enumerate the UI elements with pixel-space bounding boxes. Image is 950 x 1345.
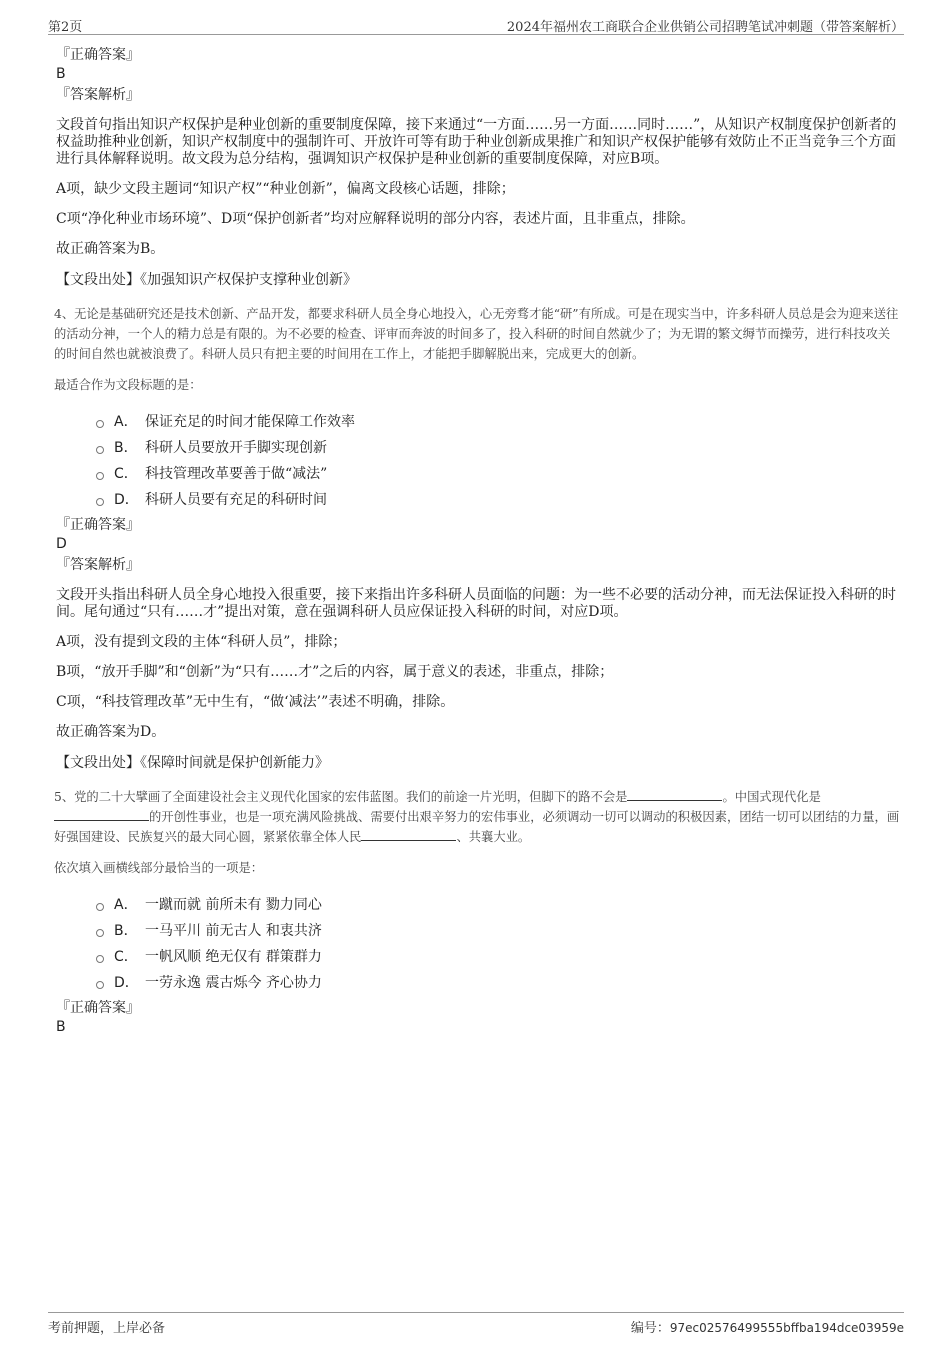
question-5-text: 5、党的二十大擘画了全面建设社会主义现代化国家的宏伟蓝图。我们的前途一片光明，但脚下的路不会是 。中国式现代化是的开创性事业，也是一项充满风险挑战、需要付出艰辛努力的宏伟事业，必须调动一切可以调动的积极因素，团结一切可以团结的力量，画好强国建设、民族复兴的最大同心圆，紧紧依靠全体人民 、共襄大业。 [54, 790, 900, 844]
fill-blank [361, 828, 456, 841]
document-title: 2024年福州农工商联合企业供销公司招聘笔试冲刺题（带答案解析） [506, 20, 904, 35]
option-c[interactable]: C． 一帆风顺 绝无仅有 群策群力 [96, 943, 900, 969]
question-4-options [96, 408, 900, 512]
answer-label: 『正确答案』 [56, 517, 140, 533]
answer-label: 『正确答案』 [56, 47, 140, 63]
radio-icon[interactable] [96, 498, 104, 506]
document-body [56, 46, 900, 1039]
explanation-option-a: A项，没有提到文段的主体“科研人员”，排除； [56, 634, 347, 650]
radio-icon[interactable] [96, 420, 104, 428]
answer-value: B [56, 66, 66, 82]
explanation-label: 『答案解析』 [56, 87, 140, 103]
question-5-options [96, 891, 900, 995]
explanation-text: 文段首句指出知识产权保护是种业创新的重要制度保障，接下来通过“一方面……另一方面……同时……”，从知识产权制度保护创新者的权益助推种业创新，知识产权制度中的强制许可、开放许可等有助于种业创新成果推广和知识产权保护能够有效防止不正当竞争三个方面进行具体解释说明。故文段为总分结构，强调知识产权保护是种业创新的重要制度保障，对应B项。 [56, 117, 897, 167]
answer-value: B [56, 1019, 66, 1035]
option-b[interactable]: B． 科研人员要放开手脚实现创新 [96, 434, 900, 460]
explanation-conclusion: 故正确答案为B。 [56, 241, 165, 257]
radio-icon[interactable] [96, 446, 104, 454]
page-footer [48, 1312, 904, 1339]
explanation-option-a: A项，缺少文段主题词“知识产权”“种业创新”，偏离文段核心话题，排除； [56, 181, 515, 197]
answer-value: D [56, 536, 67, 552]
fill-blank [54, 808, 149, 821]
footer-slogan: 考前押题，上岸必备 [48, 1321, 166, 1336]
radio-icon[interactable] [96, 929, 104, 937]
question-5-prompt: 依次填入画横线部分最恰当的一项是： [54, 861, 264, 875]
radio-icon[interactable] [96, 903, 104, 911]
option-b[interactable]: B． 一马平川 前无古人 和衷共济 [96, 917, 900, 943]
fill-blank [627, 788, 722, 801]
option-d[interactable]: D． 科研人员要有充足的科研时间 [96, 486, 900, 512]
explanation-text: 文段开头指出科研人员全身心地投入很重要，接下来指出许多科研人员面临的问题：为一些不必要的活动分神，而无法保证投入科研的时间。尾句通过“只有……才”提出对策，意在强调科研人员应保证投入科研的时间，对应D项。 [56, 587, 896, 620]
source-citation: 【文段出处】《加强知识产权保护支撑种业创新》 [56, 272, 357, 288]
option-a[interactable]: A． 一蹴而就 前所未有 勠力同心 [96, 891, 900, 917]
radio-icon[interactable] [96, 472, 104, 480]
explanation-label: 『答案解析』 [56, 557, 140, 573]
radio-icon[interactable] [96, 981, 104, 989]
question-4-prompt: 最适合作为文段标题的是： [54, 378, 202, 392]
explanation-option-b: B项，“放开手脚”和“创新”为“只有……才”之后的内容，属于意义的表述，非重点，排除； [56, 664, 614, 680]
question-4-text: 4、无论是基础研究还是技术创新、产品开发，都要求科研人员全身心地投入，心无旁骛才能“研”有所成。可是在现实当中，许多科研人员总是会为迎来送往的活动分神，一个人的精力总是有限的。为不必要的检查、评审而奔波的时间多了，投入科研的时间自然就少了；为无谓的繁文缛节而操劳，进行科技攻关的时间自然也就被浪费了。科研人员只有把主要的时间用在工作上，才能把手脚解脱出来，完成更大的创新。 [54, 307, 899, 361]
page-header [48, 14, 904, 35]
option-d[interactable]: D． 一劳永逸 震古烁今 齐心协力 [96, 969, 900, 995]
option-a[interactable]: A． 保证充足的时间才能保障工作效率 [96, 408, 900, 434]
explanation-option-c: C项，“科技管理改革”无中生有，“做‘减法’”表述不明确，排除。 [56, 694, 455, 710]
radio-icon[interactable] [96, 955, 104, 963]
option-c[interactable]: C． 科技管理改革要善于做“减法” [96, 460, 900, 486]
source-citation: 【文段出处】《保障时间就是保护创新能力》 [56, 755, 329, 771]
page-number: 第2页 [48, 20, 83, 35]
explanation-option-c: C项“净化种业市场环境”、D项“保护创新者”均对应解释说明的部分内容，表述片面，且非重点，排除。 [56, 211, 695, 227]
document-code: 编号：97ec02576499555bffba194dce03959e [630, 1321, 904, 1336]
answer-label: 『正确答案』 [56, 1000, 140, 1016]
explanation-conclusion: 故正确答案为D。 [56, 724, 166, 740]
